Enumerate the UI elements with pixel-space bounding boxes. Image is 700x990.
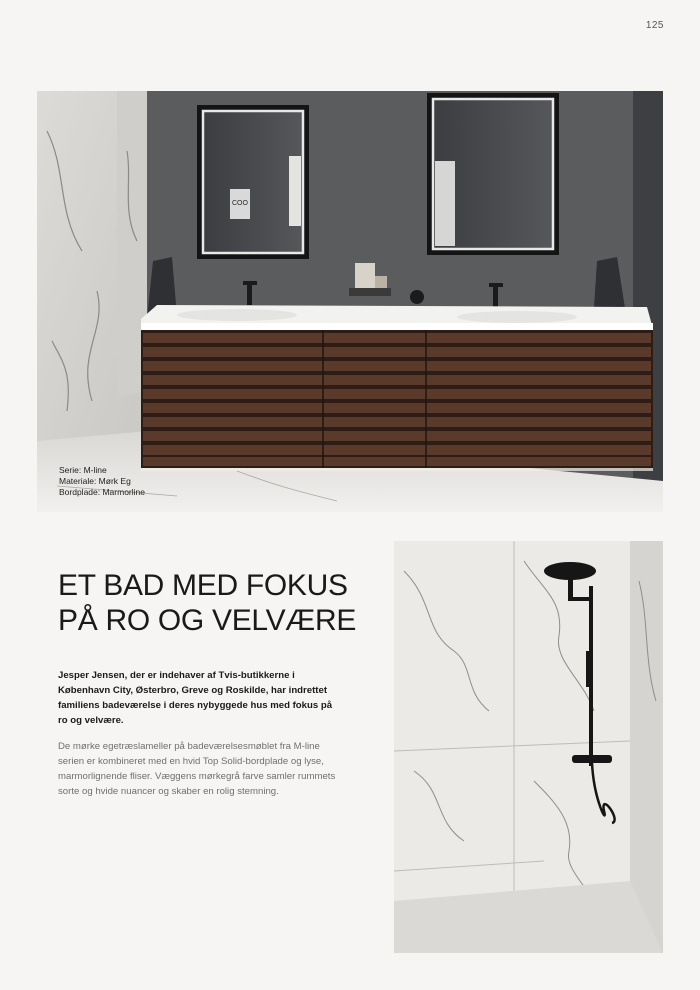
page-number: 125 <box>645 20 664 31</box>
photo-caption <box>59 465 145 498</box>
title-line-2: PÅ RO OG VELVÆRE <box>58 604 357 637</box>
vanity-illustration <box>37 91 663 512</box>
bathroom-vanity-photo <box>37 91 663 512</box>
caption-series: Serie: M-line <box>59 465 107 475</box>
article-intro: Jesper Jensen, der er indehaver af Tvis-butikkerne i København City, Østerbro, Greve og Roskilde, har indrettet familiens badeværelse i deres nybyggede hus med fokus på ro og velvære. <box>58 670 333 726</box>
frame-text: COO <box>232 200 248 207</box>
caption-countertop: Bordplade: Marmorline <box>59 487 145 497</box>
shower-illustration <box>394 541 663 953</box>
caption-material: Materiale: Mørk Eg <box>59 476 131 486</box>
article-title <box>58 568 378 638</box>
shower-photo <box>394 541 663 953</box>
article-body: De mørke egetræslameller på badeværelsesmøblet fra M-line serien er kombineret med en hvid Top Solid-bordplade og lyse, marmorlignende fliser. Væggens mørkegrå farve samler rummets sorte og hvide nuancer og skaber en rolig stemning. <box>58 741 336 797</box>
title-line-1: ET BAD MED FOKUS <box>58 569 348 602</box>
